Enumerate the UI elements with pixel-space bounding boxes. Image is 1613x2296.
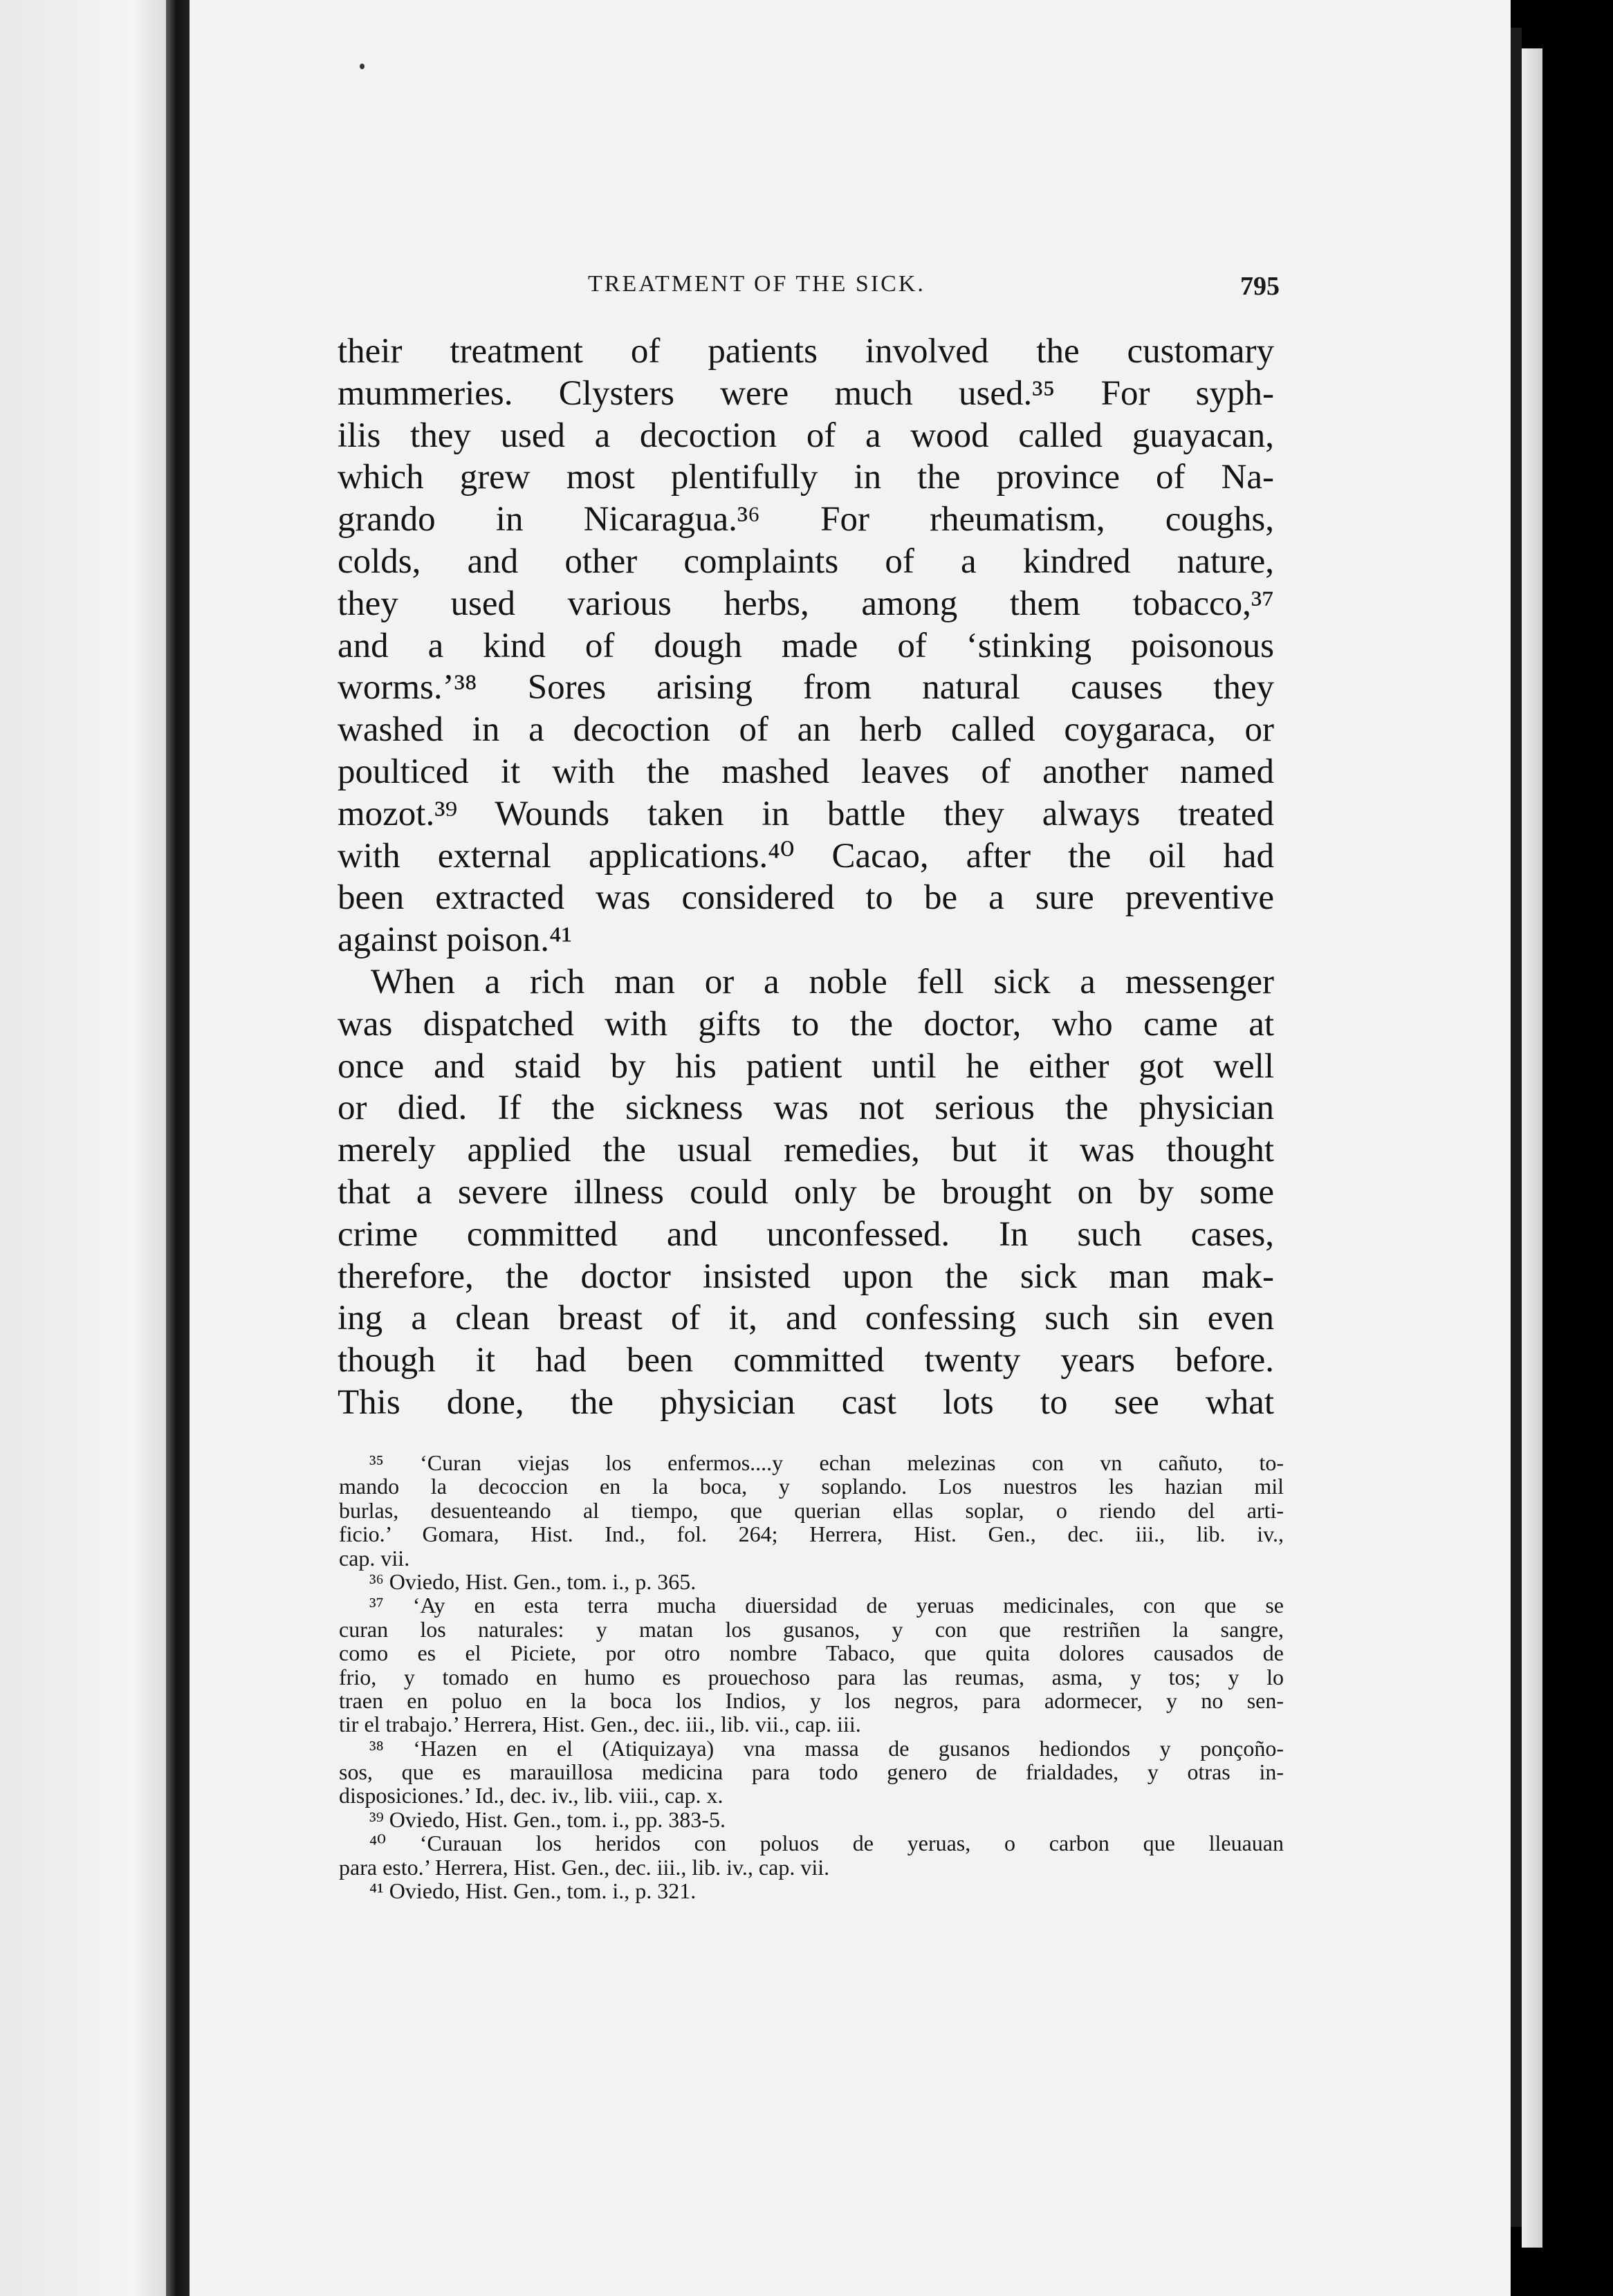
body-line: ing a clean breast of it, and confessing such sin even: [338, 1299, 1274, 1338]
facing-page-edge: [0, 0, 166, 2296]
body-line: with external applications.⁴⁰ Cacao, after the oil had: [338, 836, 1274, 876]
ink-speck: [360, 64, 365, 69]
footnote-line: ficio.’ Gomara, Hist. Ind., fol. 264; Herrera, Hist. Gen., dec. iii., lib. iv.,: [339, 1521, 1284, 1547]
body-line: was dispatched with gifts to the doctor, who came at: [338, 1004, 1274, 1044]
footnote-line: ³⁸ ‘Hazen en el (Atiquizaya) vna massa de gusanos hediondos y ponçoño-: [369, 1735, 1284, 1761]
body-line: grando in Nicaragua.³⁶ For rheumatism, coughs,: [338, 500, 1274, 539]
running-head: [325, 271, 1280, 313]
footnote-line: ³⁶ Oviedo, Hist. Gen., tom. i., p. 365.: [369, 1568, 697, 1594]
footnote-line: curan los naturales: y matan los gusanos, y con que restriñen la sangre,: [339, 1616, 1284, 1642]
page-edge-shadow: [1511, 28, 1522, 2227]
page-stack-edge: [1522, 48, 1542, 2248]
footnote-line: mando la decoccion en la boca, y soplando. Los nuestros les hazian mil: [339, 1474, 1284, 1499]
body-line: worms.’³⁸ Sores arising from natural causes they: [338, 668, 1274, 707]
body-line: their treatment of patients involved the customary: [338, 332, 1274, 371]
body-line: poulticed it with the mashed leaves of another named: [338, 752, 1274, 791]
footnote-line: disposiciones.’ Id., dec. iv., lib. viii., cap. x.: [339, 1783, 723, 1808]
footnote-line: sos, que es marauillosa medicina para todo genero de frialdades, y otras in-: [339, 1759, 1284, 1785]
body-line: mummeries. Clysters were much used.³⁵ For syph-: [338, 373, 1274, 413]
body-line: against poison.⁴¹: [338, 920, 573, 960]
footnote-line: cap. vii.: [339, 1545, 410, 1571]
body-line: crime committed and unconfessed. In such cases,: [338, 1214, 1274, 1254]
footnote-line: ⁴¹ Oviedo, Hist. Gen., tom. i., p. 321.: [369, 1878, 697, 1904]
body-line: or died. If the sickness was not serious the physician: [338, 1089, 1274, 1128]
footnote-line: ⁴⁰ ‘Curauan los heridos con poluos de yeruas, o carbon que lleuauan: [369, 1831, 1284, 1856]
body-line: and a kind of dough made of ‘stinking poisonous: [338, 626, 1274, 665]
footnote-line: ³⁹ Oviedo, Hist. Gen., tom. i., pp. 383-5.: [369, 1806, 726, 1832]
footnote-line: ³⁵ ‘Curan viejas los enfermos....y echan melezinas con vn cañuto, to-: [369, 1450, 1284, 1475]
footnote-line: traen en poluo en la boca los Indios, y los negros, para adormecer, y no sen-: [339, 1687, 1284, 1713]
book-gutter: [166, 0, 190, 2296]
footnote-line: frio, y tomado en humo es prouechoso para las reumas, asma, y tos; y lo: [339, 1664, 1284, 1689]
body-line: ilis they used a decoction of a wood called guayacan,: [338, 416, 1274, 455]
body-line: merely applied the usual remedies, but it was thought: [338, 1131, 1274, 1170]
body-line: which grew most plentifully in the province of Na-: [338, 458, 1274, 497]
running-title: TREATMENT OF THE SICK.: [588, 271, 925, 297]
footnotes: [339, 1451, 1284, 1902]
scan-background: [1542, 41, 1613, 2296]
body-text: [338, 331, 1274, 1424]
page-number: 795: [1240, 272, 1280, 301]
body-line: therefore, the doctor insisted upon the sick man mak-: [338, 1257, 1274, 1296]
footnote-line: para esto.’ Herrera, Hist. Gen., dec. iii., lib. iv., cap. vii.: [339, 1854, 830, 1880]
body-line: When a rich man or a noble fell sick a messenger: [371, 962, 1274, 1001]
body-line: been extracted was considered to be a sure preventive: [338, 878, 1274, 918]
body-line: colds, and other complaints of a kindred nature,: [338, 541, 1274, 581]
body-line: that a severe illness could only be brought on by some: [338, 1172, 1274, 1212]
footnote-line: como es el Piciete, por otro nombre Tabaco, que quita dolores causados de: [339, 1640, 1284, 1666]
body-line: This done, the physician cast lots to see what: [338, 1382, 1274, 1422]
footnote-line: ³⁷ ‘Ay en esta terra mucha diuersidad de yeruas medicinales, con que se: [369, 1593, 1284, 1618]
footnote-line: tir el trabajo.’ Herrera, Hist. Gen., dec. iii., lib. vii., cap. iii.: [339, 1712, 861, 1737]
footnote-line: burlas, desuenteando al tiempo, que querian ellas soplar, o riendo del arti-: [339, 1497, 1284, 1523]
body-line: they used various herbs, among them tobacco,³⁷: [338, 584, 1274, 623]
body-line: once and staid by his patient until he either got well: [338, 1046, 1274, 1086]
body-line: mozot.³⁹ Wounds taken in battle they always treated: [338, 794, 1274, 833]
body-line: washed in a decoction of an herb called coygaraca, or: [338, 710, 1274, 750]
body-line: though it had been committed twenty years before.: [338, 1341, 1274, 1380]
